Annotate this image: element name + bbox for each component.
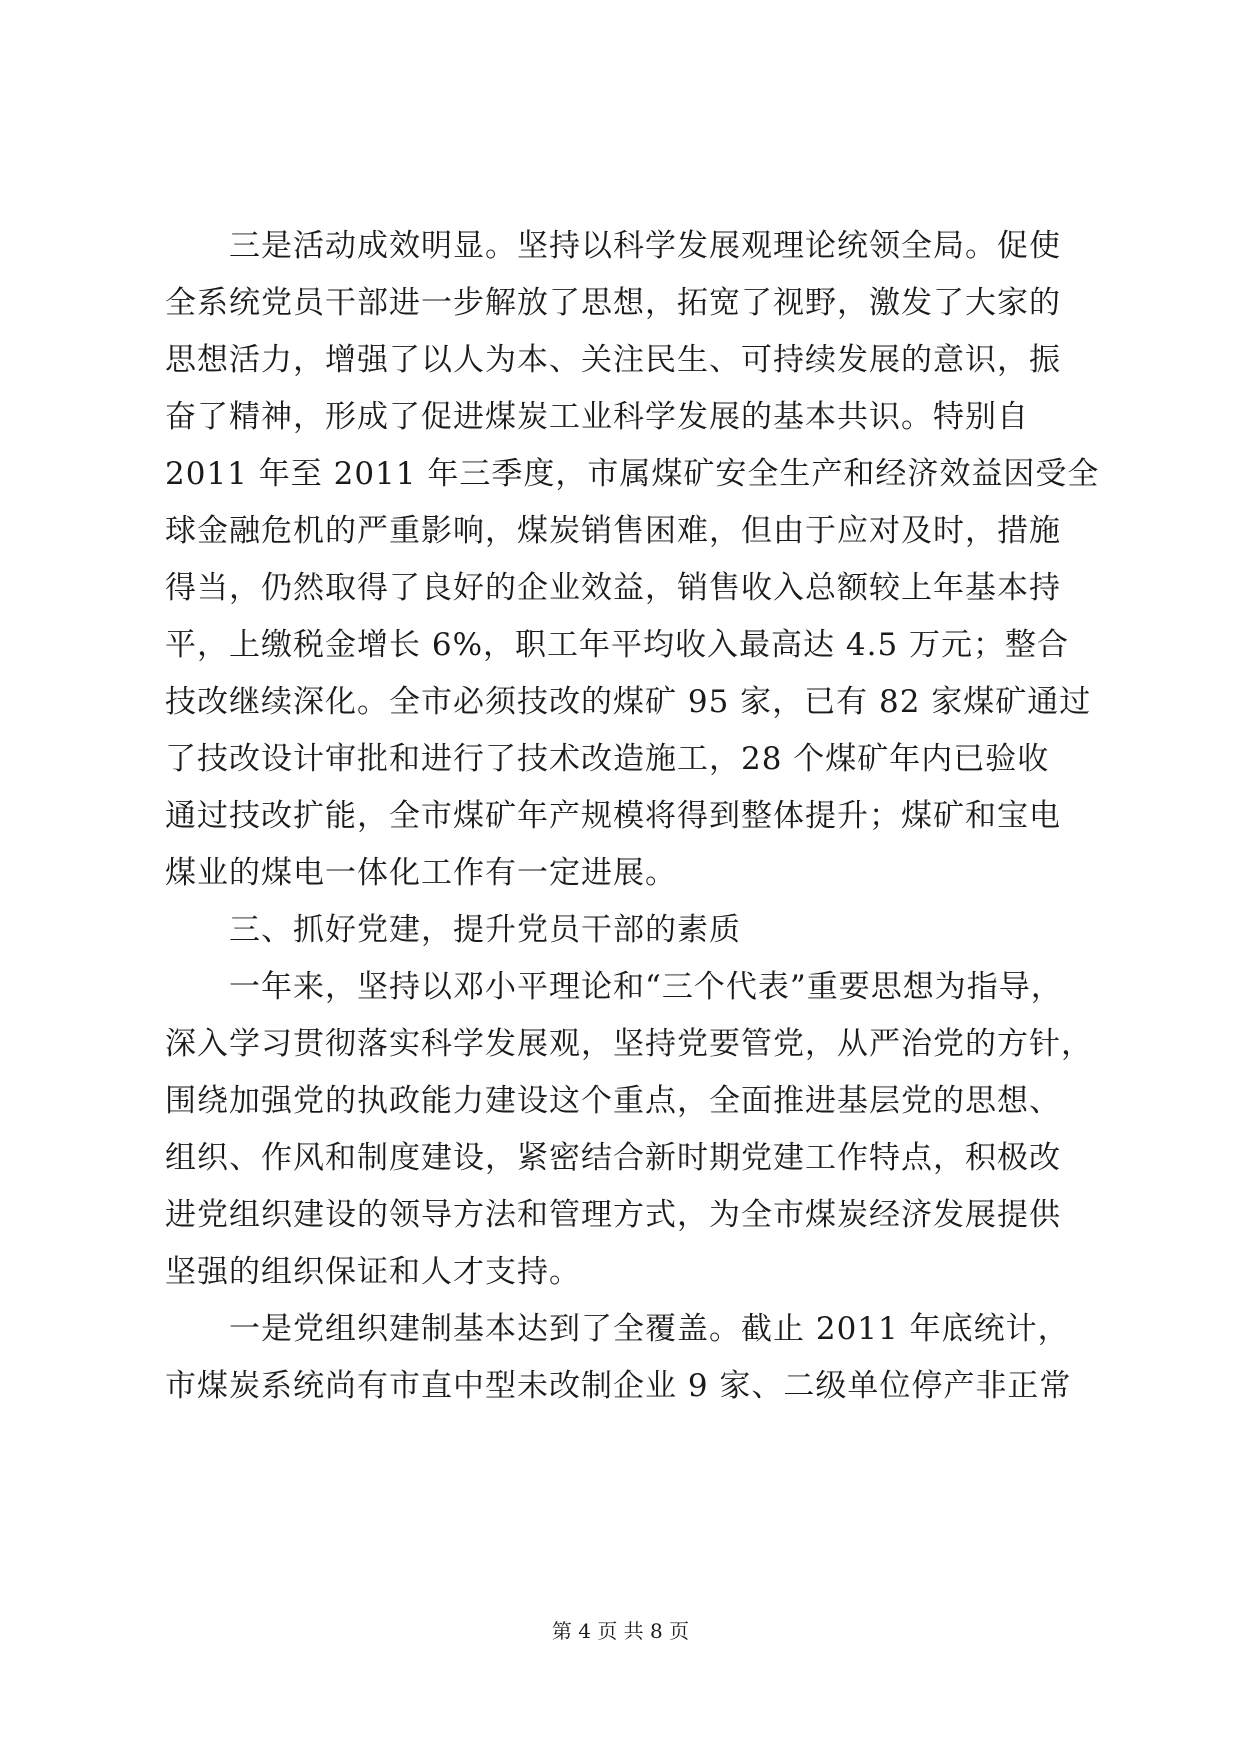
- text-line: 围绕加强党的执政能力建设这个重点，全面推进基层党的思想、: [165, 1083, 1061, 1119]
- text-line: 坚强的组织保证和人才支持。: [165, 1254, 581, 1290]
- text-line: 2011 年至 2011 年三季度，市属煤矿安全生产和经济效益因受全: [165, 456, 1100, 492]
- text-line: 思想活力，增强了以人为本、关注民生、可持续发展的意识，振: [165, 342, 1061, 378]
- page-number-footer: 第 4 页 共 8 页: [551, 1619, 690, 1643]
- text-line: 三是活动成效明显。坚持以科学发展观理论统领全局。促使: [229, 228, 1061, 264]
- text-line: 全系统党员干部进一步解放了思想，拓宽了视野，激发了大家的: [165, 285, 1061, 321]
- text-line: 了技改设计审批和进行了技术改造施工，28 个煤矿年内已验收: [165, 741, 1050, 777]
- text-line: 煤业的煤电一体化工作有一定进展。: [165, 855, 677, 891]
- section-heading: 三、抓好党建，提升党员干部的素质: [229, 912, 741, 948]
- text-line: 通过技改扩能，全市煤矿年产规模将得到整体提升；煤矿和宝电: [165, 798, 1061, 834]
- text-line: 球金融危机的严重影响，煤炭销售困难，但由于应对及时，措施: [165, 513, 1061, 549]
- text-line: 技改继续深化。全市必须技改的煤矿 95 家，已有 82 家煤矿通过: [165, 684, 1092, 720]
- text-line: 平，上缴税金增长 6%，职工年平均收入最高达 4.5 万元；整合: [165, 627, 1070, 663]
- text-line: 市煤炭系统尚有市直中型未改制企业 9 家、二级单位停产非正常: [165, 1368, 1072, 1404]
- text-line: 组织、作风和制度建设，紧密结合新时期党建工作特点，积极改: [165, 1140, 1061, 1176]
- text-line: 一年来，坚持以邓小平理论和“三个代表”重要思想为指导，: [229, 969, 1063, 1005]
- text-line: 奋了精神，形成了促进煤炭工业科学发展的基本共识。特别自: [165, 399, 1029, 435]
- text-line: 进党组织建设的领导方法和管理方式，为全市煤炭经济发展提供: [165, 1197, 1061, 1233]
- text-line: 得当，仍然取得了良好的企业效益，销售收入总额较上年基本持: [165, 570, 1061, 606]
- text-line: 一是党组织建制基本达到了全覆盖。截止 2011 年底统计，: [229, 1311, 1070, 1347]
- text-line: 深入学习贯彻落实科学发展观，坚持党要管党，从严治党的方针，: [165, 1026, 1093, 1062]
